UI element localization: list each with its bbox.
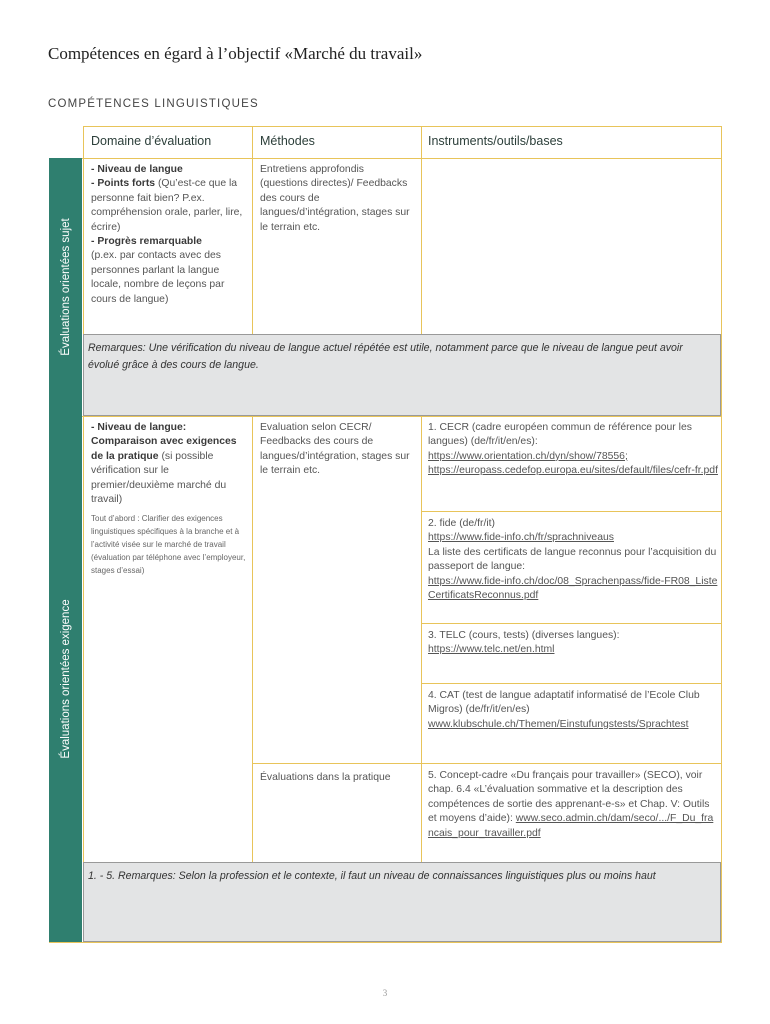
block2-methods-cell: Evaluation selon CECR/ Feedbacks des cours de langues/d’intégration, stages sur le terrain etc. — [260, 422, 410, 477]
instrument-telc — [428, 629, 718, 658]
header-methods: Méthodes — [260, 134, 315, 148]
block2-domain-note: Tout d’abord : Clarifier des exigences linguistiques spécifiques à la branche et à l’activité visée sur le marché de travail (évaluation par téléphone avec l’employeur, stages d’essai) — [91, 514, 246, 575]
sidebar-requirement — [49, 416, 82, 942]
instrument-cat-text: 4. CAT (test de langue adaptatif informatisé de l’Ecole Club Migros) (de/fr/it/en/es) — [428, 690, 700, 716]
sidebar-subject — [49, 158, 82, 416]
instrument-fide — [428, 517, 718, 603]
instrument-seco — [428, 769, 718, 841]
link-klubschule[interactable]: www.klubschule.ch/Themen/Einstufungstests/Sprachtest — [428, 718, 689, 730]
header-domain: Domaine d’évaluation — [91, 134, 212, 148]
sidebar-requirement-label: Évaluations orientées exigence — [59, 599, 72, 759]
instrument-seco-text: 5. Concept-cadre «Du français pour travailler» (SECO), voir chap. 6.4 «L’évaluation sommative et la description des compétences de sortie des apprenant-e-s» et Chap. V: Outils et moyens d’aide): — [428, 770, 710, 825]
link-fide-certificats[interactable]: https://www.fide-info.ch/doc/08_Sprachenpass/fide-FR08_ListeCertificatsReconnus.pdf — [428, 575, 718, 602]
link-europass[interactable]: https://europass.cedefop.europa.eu/sites/default/files/cefr-fr.pdf — [428, 465, 718, 477]
instrument-fide-text: 2. fide (de/fr/it) — [428, 518, 495, 529]
domain-item-progress: - Progrès remarquable — [91, 236, 202, 248]
block1-remark: Remarques: Une vérification du niveau de langue actuel répétée est utile, notamment parce que le niveau de langue peut avoir évolué grâce à des cours de langue. — [83, 334, 721, 416]
domain-item-progress-text: (p.ex. par contacts avec des personnes parlant la langue locale, nombre de leçons par cours de langue) — [91, 250, 225, 305]
instrument-telc-text: 3. TELC (cours, tests) (diverses langues): — [428, 630, 620, 641]
page-number: 3 — [382, 988, 388, 998]
link-telc[interactable]: https://www.telc.net/en.html — [428, 644, 555, 656]
domain-item-strengths: - Points forts — [91, 178, 156, 190]
instrument-cecr — [428, 421, 718, 479]
sidebar-subject-label: Évaluations orientées sujet — [59, 218, 72, 356]
instrument-fide-text2: La liste des certificats de langue reconnus pour l’acquisition du passeport de langue: — [428, 546, 717, 573]
section-heading: COMPÉTENCES LINGUISTIQUES — [48, 98, 259, 110]
block1-methods-cell: Entretiens approfondis (questions directes)/ Feedbacks des cours de langues/d’intégration, stages sur le terrain etc. — [260, 164, 410, 233]
domain-item-level: - Niveau de langue — [91, 164, 183, 175]
domain-item-comparison-text: (si possible vérification sur le premier/deuxième marché du travail) — [91, 450, 227, 506]
block2-methods-practice: Évaluations dans la pratique — [260, 772, 391, 783]
instrument-cecr-text: 1. CECR (cadre européen commun de référence pour les langues) (de/fr/it/en/es): — [428, 422, 692, 448]
link-seco[interactable]: www.seco.admin.ch/dam/seco/.../F_Du_francais_pour_travailler.pdf — [428, 813, 714, 839]
instrument-cat — [428, 689, 718, 732]
block1-domain-cell — [91, 163, 247, 307]
page-title: Compétences en égard à l’objectif «Marché du travail» — [48, 44, 423, 63]
link-orientation[interactable]: https://www.orientation.ch/dyn/show/78556; — [428, 450, 628, 462]
block2-domain-cell — [91, 421, 248, 507]
block2-remark: 1. - 5. Remarques: Selon la profession et le contexte, il faut un niveau de connaissances linguistiques plus ou moins haut — [83, 862, 721, 942]
header-instruments: Instruments/outils/bases — [428, 134, 563, 148]
domain-item-comparison: - Niveau de langue: Comparaison avec exigences de la pratique — [91, 422, 237, 462]
link-fide-niveaus[interactable]: https://www.fide-info.ch/fr/sprachniveaus — [428, 532, 614, 544]
domain-item-strengths-text: (Qu’est-ce que la personne fait bien? P.ex. compréhension orale, parler, lire, écrire) — [91, 178, 243, 233]
